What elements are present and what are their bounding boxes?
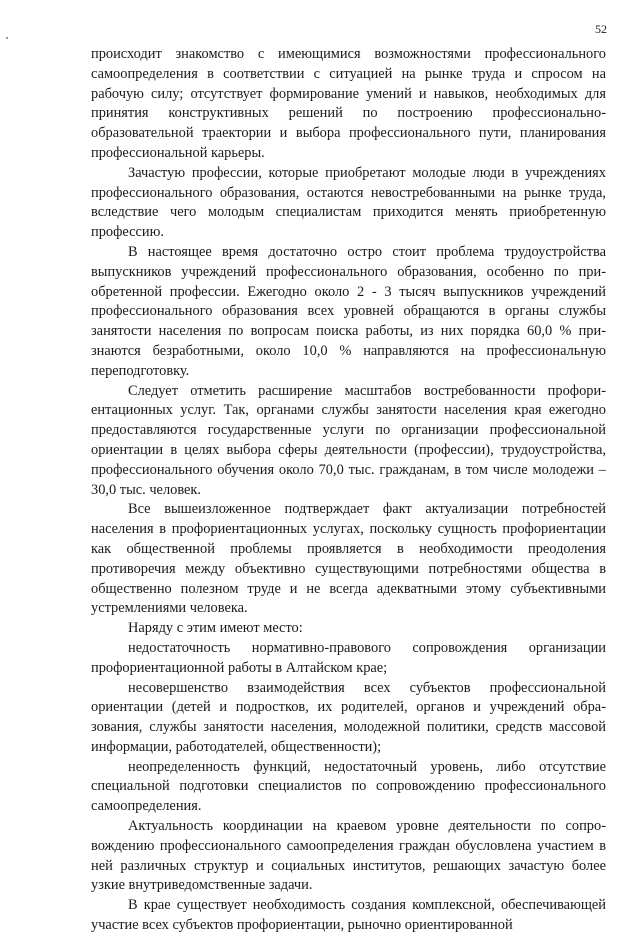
paragraph-continued: происходит знакомство с имеющимися возможностями профессионального самоопределения в соответствии с ситуацией на рынке труда и спросом на рабочую силу; отсутствует формирование умений и навыков, необходимых для принятия конструктивных решений по построению профессионально-образовательной траектории и выбора профессионального пути, планирования профессиональной карьеры. xyxy=(91,46,606,161)
body-text xyxy=(91,45,606,936)
paragraph: Наряду с этим имеют место: xyxy=(128,620,303,637)
list-item: неопределенность функций, недостаточный уровень, либо отсутствие специальной подготовки специалистов по сопровождению профессионального самоопределения. xyxy=(91,758,606,815)
page-number: 52 xyxy=(595,22,607,36)
paragraph: Все вышеизложенное подтверждает факт актуализации потребностей населения в профориентационных услугах, поскольку сущность профориентации как общественной проблемы проявляется в необходимости преодоления противоречия между объективно существующими потребностями общества в общественно полезном труде и не всегда адекватными этому субъективными устремлениями человека. xyxy=(91,501,606,617)
paragraph: Зачастую профессии, которые приобретают молодые люди в учреждениях профессионального образования, остаются невостребованными на рынке труда, вследствие чего молодым специалистам приходится менять приобретенную профессию. xyxy=(91,164,606,241)
list-item: несовершенство взаимодействия всех субъектов профессиональной ориентации (детей и подростков, их родителей, органов и учреждений образования, службы занятости населения, молодежной политики, средств массовой информации, работодателей, общественности); xyxy=(91,679,606,755)
list-item: недостаточность нормативно-правового сопровождения организации профориентационной работы в Алтайском крае; xyxy=(91,639,606,676)
paragraph: В крае существует необходимость создания комплексной, обеспечивающей участие всех субъектов профориентации, рыночно ориентированной xyxy=(91,897,606,934)
paragraph: Следует отметить расширение масштабов востребованности профориентационных услуг. Так, органами службы занятости населения края ежегодно предоставляются государственные услуги по организации профессиональной ориентации в целях выбора сферы деятельности (профессии), трудоустройства, профессионального обучения около 70,0 тыс. гражданам, в том числе молодежи – 30,0 тыс. человек. xyxy=(91,382,606,498)
scan-speck xyxy=(6,37,8,39)
paragraph: Актуальность координации на краевом уровне деятельности по сопровождению профессионального самоопределения граждан обусловлена участием в ней различных структур и социальных институтов, решающих зачастую более узкие внутриведомственные задачи. xyxy=(91,818,606,894)
paragraph: В настоящее время достаточно остро стоит проблема трудоустройства выпускников учреждений профессионального образования, особенно по приобретенной профессии. Ежегодно около 2 - 3 тысяч выпускников учреждений профессионального образования всех уровней обращаются в органы службы занятости населения по вопросам поиска работы, из них порядка 60,0 % признаются безработными, около 10,0 % направляются на профессиональную переподготовку. xyxy=(91,243,606,379)
